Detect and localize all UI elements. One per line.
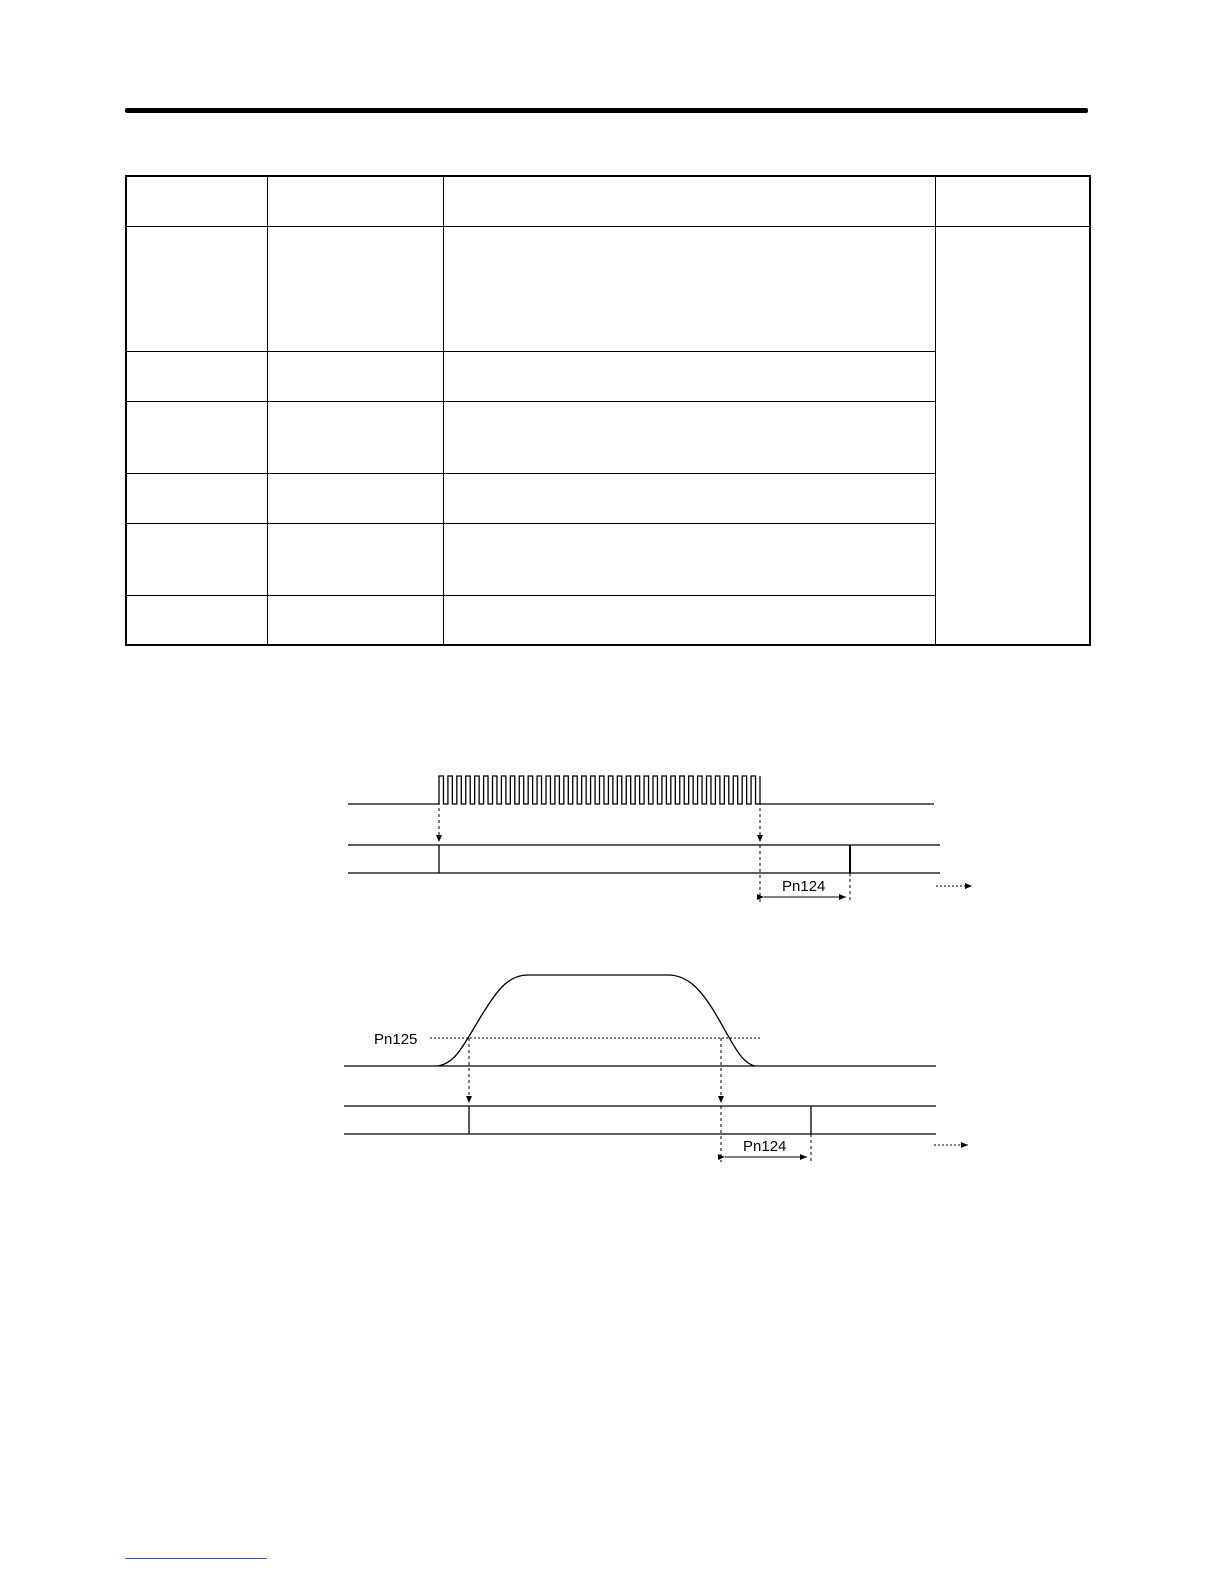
timing-diagram-2 [344,975,968,1162]
speed-profile-curve [438,975,755,1066]
pn124-label-top: Pn124 [782,878,826,895]
footer-link[interactable] [125,1550,267,1562]
pn125-label: Pn125 [374,1031,418,1048]
pulse-train-waveform [348,776,934,804]
pn124-label-bottom: Pn124 [743,1138,787,1155]
timing-diagram-1 [348,776,972,903]
